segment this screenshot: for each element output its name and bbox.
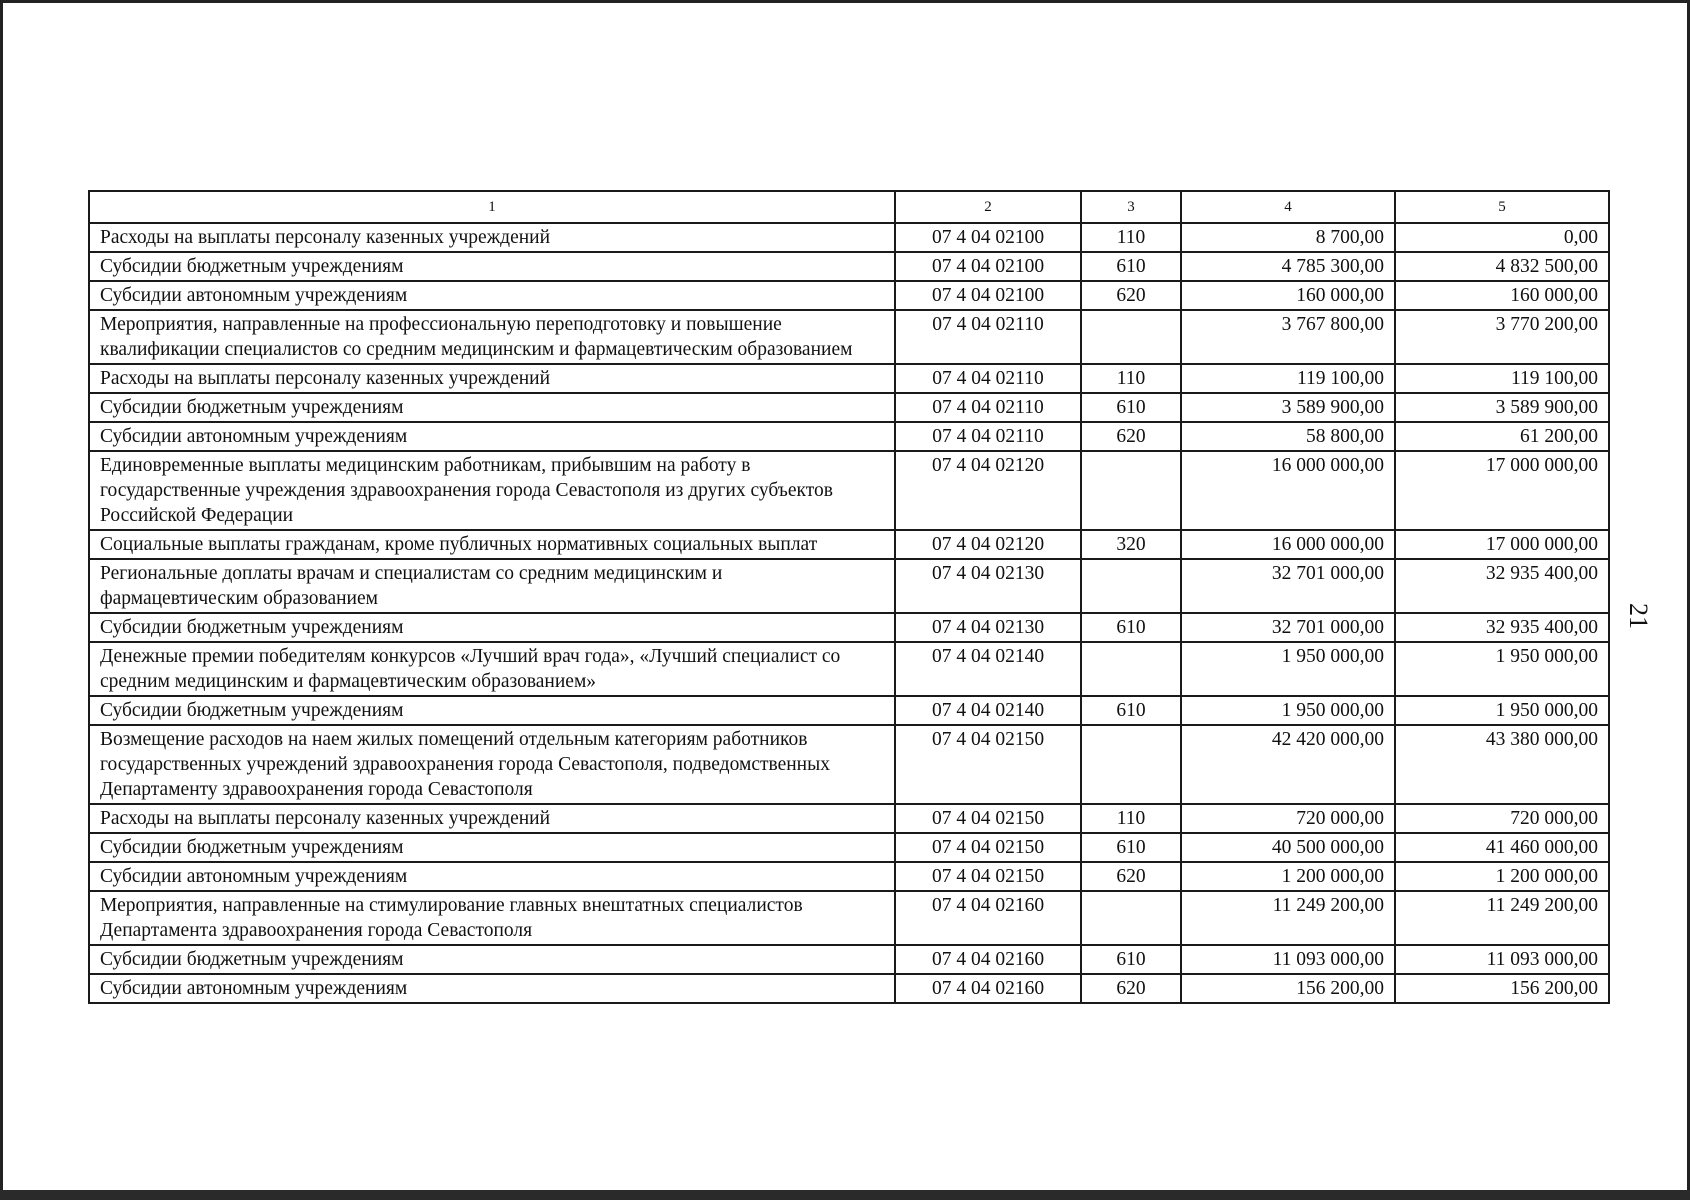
row-amount-year2-cell: 1 950 000,00 bbox=[1395, 642, 1609, 696]
row-amount-year1-cell: 3 767 800,00 bbox=[1181, 310, 1395, 364]
row-amount-year2-cell: 160 000,00 bbox=[1395, 281, 1609, 310]
row-code-cell: 07 4 04 02140 bbox=[895, 696, 1081, 725]
row-expense-type-cell: 620 bbox=[1081, 862, 1181, 891]
row-expense-type-cell: 610 bbox=[1081, 945, 1181, 974]
table-row bbox=[89, 422, 1609, 451]
row-name-cell: Субсидии бюджетным учреждениям bbox=[89, 252, 895, 281]
row-code-cell: 07 4 04 02120 bbox=[895, 451, 1081, 530]
row-expense-type-cell: 110 bbox=[1081, 364, 1181, 393]
row-expense-type-cell bbox=[1081, 451, 1181, 530]
row-expense-type-cell: 610 bbox=[1081, 252, 1181, 281]
row-code-cell: 07 4 04 02100 bbox=[895, 252, 1081, 281]
row-code-cell: 07 4 04 02160 bbox=[895, 974, 1081, 1003]
row-name-cell: Расходы на выплаты персоналу казенных учреждений bbox=[89, 804, 895, 833]
column-header: 4 bbox=[1181, 191, 1395, 223]
table-row bbox=[89, 862, 1609, 891]
row-amount-year1-cell: 11 249 200,00 bbox=[1181, 891, 1395, 945]
row-amount-year1-cell: 4 785 300,00 bbox=[1181, 252, 1395, 281]
row-amount-year2-cell: 32 935 400,00 bbox=[1395, 613, 1609, 642]
row-name-cell: Мероприятия, направленные на профессиональную переподготовку и повышение квалификации специалистов со средним медицинским и фармацевтическим образованием bbox=[89, 310, 895, 364]
row-name-cell: Субсидии бюджетным учреждениям bbox=[89, 696, 895, 725]
table-row bbox=[89, 642, 1609, 696]
row-amount-year1-cell: 156 200,00 bbox=[1181, 974, 1395, 1003]
table-row bbox=[89, 281, 1609, 310]
row-amount-year2-cell: 4 832 500,00 bbox=[1395, 252, 1609, 281]
header-row bbox=[89, 191, 1609, 223]
table-row bbox=[89, 974, 1609, 1003]
row-name-cell: Субсидии бюджетным учреждениям bbox=[89, 833, 895, 862]
row-code-cell: 07 4 04 02160 bbox=[895, 945, 1081, 974]
table-row bbox=[89, 613, 1609, 642]
table-row bbox=[89, 559, 1609, 613]
row-expense-type-cell: 110 bbox=[1081, 223, 1181, 252]
row-code-cell: 07 4 04 02110 bbox=[895, 422, 1081, 451]
table-row bbox=[89, 804, 1609, 833]
row-amount-year1-cell: 1 200 000,00 bbox=[1181, 862, 1395, 891]
row-amount-year2-cell: 0,00 bbox=[1395, 223, 1609, 252]
table-row bbox=[89, 310, 1609, 364]
row-expense-type-cell: 620 bbox=[1081, 974, 1181, 1003]
table-body bbox=[89, 223, 1609, 1003]
row-name-cell: Денежные премии победителям конкурсов «Лучший врач года», «Лучший специалист со средним медицинским и фармацевтическим образованием» bbox=[89, 642, 895, 696]
row-code-cell: 07 4 04 02150 bbox=[895, 833, 1081, 862]
row-expense-type-cell bbox=[1081, 891, 1181, 945]
row-name-cell: Субсидии бюджетным учреждениям bbox=[89, 945, 895, 974]
row-code-cell: 07 4 04 02110 bbox=[895, 393, 1081, 422]
column-header: 2 bbox=[895, 191, 1081, 223]
row-code-cell: 07 4 04 02110 bbox=[895, 364, 1081, 393]
row-code-cell: 07 4 04 02100 bbox=[895, 281, 1081, 310]
row-amount-year1-cell: 160 000,00 bbox=[1181, 281, 1395, 310]
row-expense-type-cell bbox=[1081, 725, 1181, 804]
table-row bbox=[89, 725, 1609, 804]
row-code-cell: 07 4 04 02150 bbox=[895, 725, 1081, 804]
scan-bottom-edge bbox=[0, 1190, 1690, 1200]
row-name-cell: Региональные доплаты врачам и специалистам со средним медицинским и фармацевтическим образованием bbox=[89, 559, 895, 613]
row-expense-type-cell: 320 bbox=[1081, 530, 1181, 559]
row-expense-type-cell: 110 bbox=[1081, 804, 1181, 833]
column-header: 3 bbox=[1081, 191, 1181, 223]
row-amount-year2-cell: 3 770 200,00 bbox=[1395, 310, 1609, 364]
row-amount-year1-cell: 32 701 000,00 bbox=[1181, 613, 1395, 642]
row-name-cell: Единовременные выплаты медицинским работникам, прибывшим на работу в государственные учреждения здравоохранения города Севастополя из других субъектов Российской Федерации bbox=[89, 451, 895, 530]
row-name-cell: Расходы на выплаты персоналу казенных учреждений bbox=[89, 364, 895, 393]
table-row bbox=[89, 696, 1609, 725]
table-row bbox=[89, 364, 1609, 393]
table-row bbox=[89, 945, 1609, 974]
budget-table bbox=[88, 190, 1610, 1004]
row-code-cell: 07 4 04 02110 bbox=[895, 310, 1081, 364]
row-name-cell: Субсидии бюджетным учреждениям bbox=[89, 393, 895, 422]
row-amount-year2-cell: 11 093 000,00 bbox=[1395, 945, 1609, 974]
row-amount-year1-cell: 42 420 000,00 bbox=[1181, 725, 1395, 804]
row-code-cell: 07 4 04 02150 bbox=[895, 804, 1081, 833]
row-code-cell: 07 4 04 02100 bbox=[895, 223, 1081, 252]
column-header: 1 bbox=[89, 191, 895, 223]
row-amount-year1-cell: 3 589 900,00 bbox=[1181, 393, 1395, 422]
row-amount-year1-cell: 16 000 000,00 bbox=[1181, 451, 1395, 530]
page-number: 21 bbox=[1624, 603, 1653, 629]
row-amount-year2-cell: 43 380 000,00 bbox=[1395, 725, 1609, 804]
row-amount-year1-cell: 40 500 000,00 bbox=[1181, 833, 1395, 862]
table-row bbox=[89, 223, 1609, 252]
row-expense-type-cell: 610 bbox=[1081, 833, 1181, 862]
row-expense-type-cell bbox=[1081, 642, 1181, 696]
row-expense-type-cell: 620 bbox=[1081, 422, 1181, 451]
row-amount-year2-cell: 11 249 200,00 bbox=[1395, 891, 1609, 945]
row-amount-year2-cell: 1 950 000,00 bbox=[1395, 696, 1609, 725]
row-code-cell: 07 4 04 02130 bbox=[895, 613, 1081, 642]
row-name-cell: Расходы на выплаты персоналу казенных учреждений bbox=[89, 223, 895, 252]
row-code-cell: 07 4 04 02150 bbox=[895, 862, 1081, 891]
table-row bbox=[89, 451, 1609, 530]
row-code-cell: 07 4 04 02160 bbox=[895, 891, 1081, 945]
row-code-cell: 07 4 04 02130 bbox=[895, 559, 1081, 613]
row-expense-type-cell bbox=[1081, 310, 1181, 364]
row-amount-year2-cell: 156 200,00 bbox=[1395, 974, 1609, 1003]
column-header: 5 bbox=[1395, 191, 1609, 223]
table-row bbox=[89, 393, 1609, 422]
row-name-cell: Субсидии бюджетным учреждениям bbox=[89, 613, 895, 642]
row-name-cell: Субсидии автономным учреждениям bbox=[89, 422, 895, 451]
row-expense-type-cell: 620 bbox=[1081, 281, 1181, 310]
row-expense-type-cell: 610 bbox=[1081, 613, 1181, 642]
row-amount-year2-cell: 41 460 000,00 bbox=[1395, 833, 1609, 862]
row-amount-year1-cell: 58 800,00 bbox=[1181, 422, 1395, 451]
row-expense-type-cell: 610 bbox=[1081, 393, 1181, 422]
row-amount-year1-cell: 11 093 000,00 bbox=[1181, 945, 1395, 974]
row-amount-year1-cell: 1 950 000,00 bbox=[1181, 696, 1395, 725]
row-amount-year1-cell: 32 701 000,00 bbox=[1181, 559, 1395, 613]
row-amount-year2-cell: 720 000,00 bbox=[1395, 804, 1609, 833]
row-expense-type-cell bbox=[1081, 559, 1181, 613]
row-amount-year2-cell: 3 589 900,00 bbox=[1395, 393, 1609, 422]
row-name-cell: Мероприятия, направленные на стимулирование главных внештатных специалистов Департамента здравоохранения города Севастополя bbox=[89, 891, 895, 945]
row-code-cell: 07 4 04 02120 bbox=[895, 530, 1081, 559]
row-name-cell: Субсидии автономным учреждениям bbox=[89, 974, 895, 1003]
row-amount-year2-cell: 17 000 000,00 bbox=[1395, 451, 1609, 530]
row-amount-year1-cell: 119 100,00 bbox=[1181, 364, 1395, 393]
row-name-cell: Социальные выплаты гражданам, кроме публичных нормативных социальных выплат bbox=[89, 530, 895, 559]
row-amount-year2-cell: 1 200 000,00 bbox=[1395, 862, 1609, 891]
row-amount-year1-cell: 16 000 000,00 bbox=[1181, 530, 1395, 559]
table-row bbox=[89, 252, 1609, 281]
table-row bbox=[89, 833, 1609, 862]
row-amount-year1-cell: 720 000,00 bbox=[1181, 804, 1395, 833]
row-amount-year2-cell: 17 000 000,00 bbox=[1395, 530, 1609, 559]
row-name-cell: Субсидии автономным учреждениям bbox=[89, 862, 895, 891]
row-amount-year1-cell: 8 700,00 bbox=[1181, 223, 1395, 252]
row-amount-year1-cell: 1 950 000,00 bbox=[1181, 642, 1395, 696]
row-amount-year2-cell: 119 100,00 bbox=[1395, 364, 1609, 393]
row-code-cell: 07 4 04 02140 bbox=[895, 642, 1081, 696]
row-expense-type-cell: 610 bbox=[1081, 696, 1181, 725]
table-row bbox=[89, 530, 1609, 559]
table-row bbox=[89, 891, 1609, 945]
row-amount-year2-cell: 61 200,00 bbox=[1395, 422, 1609, 451]
row-name-cell: Возмещение расходов на наем жилых помещений отдельным категориям работников государственных учреждений здравоохранения города Севастополя, подведомственных Департаменту здравоохранения города Севастополя bbox=[89, 725, 895, 804]
row-name-cell: Субсидии автономным учреждениям bbox=[89, 281, 895, 310]
row-amount-year2-cell: 32 935 400,00 bbox=[1395, 559, 1609, 613]
